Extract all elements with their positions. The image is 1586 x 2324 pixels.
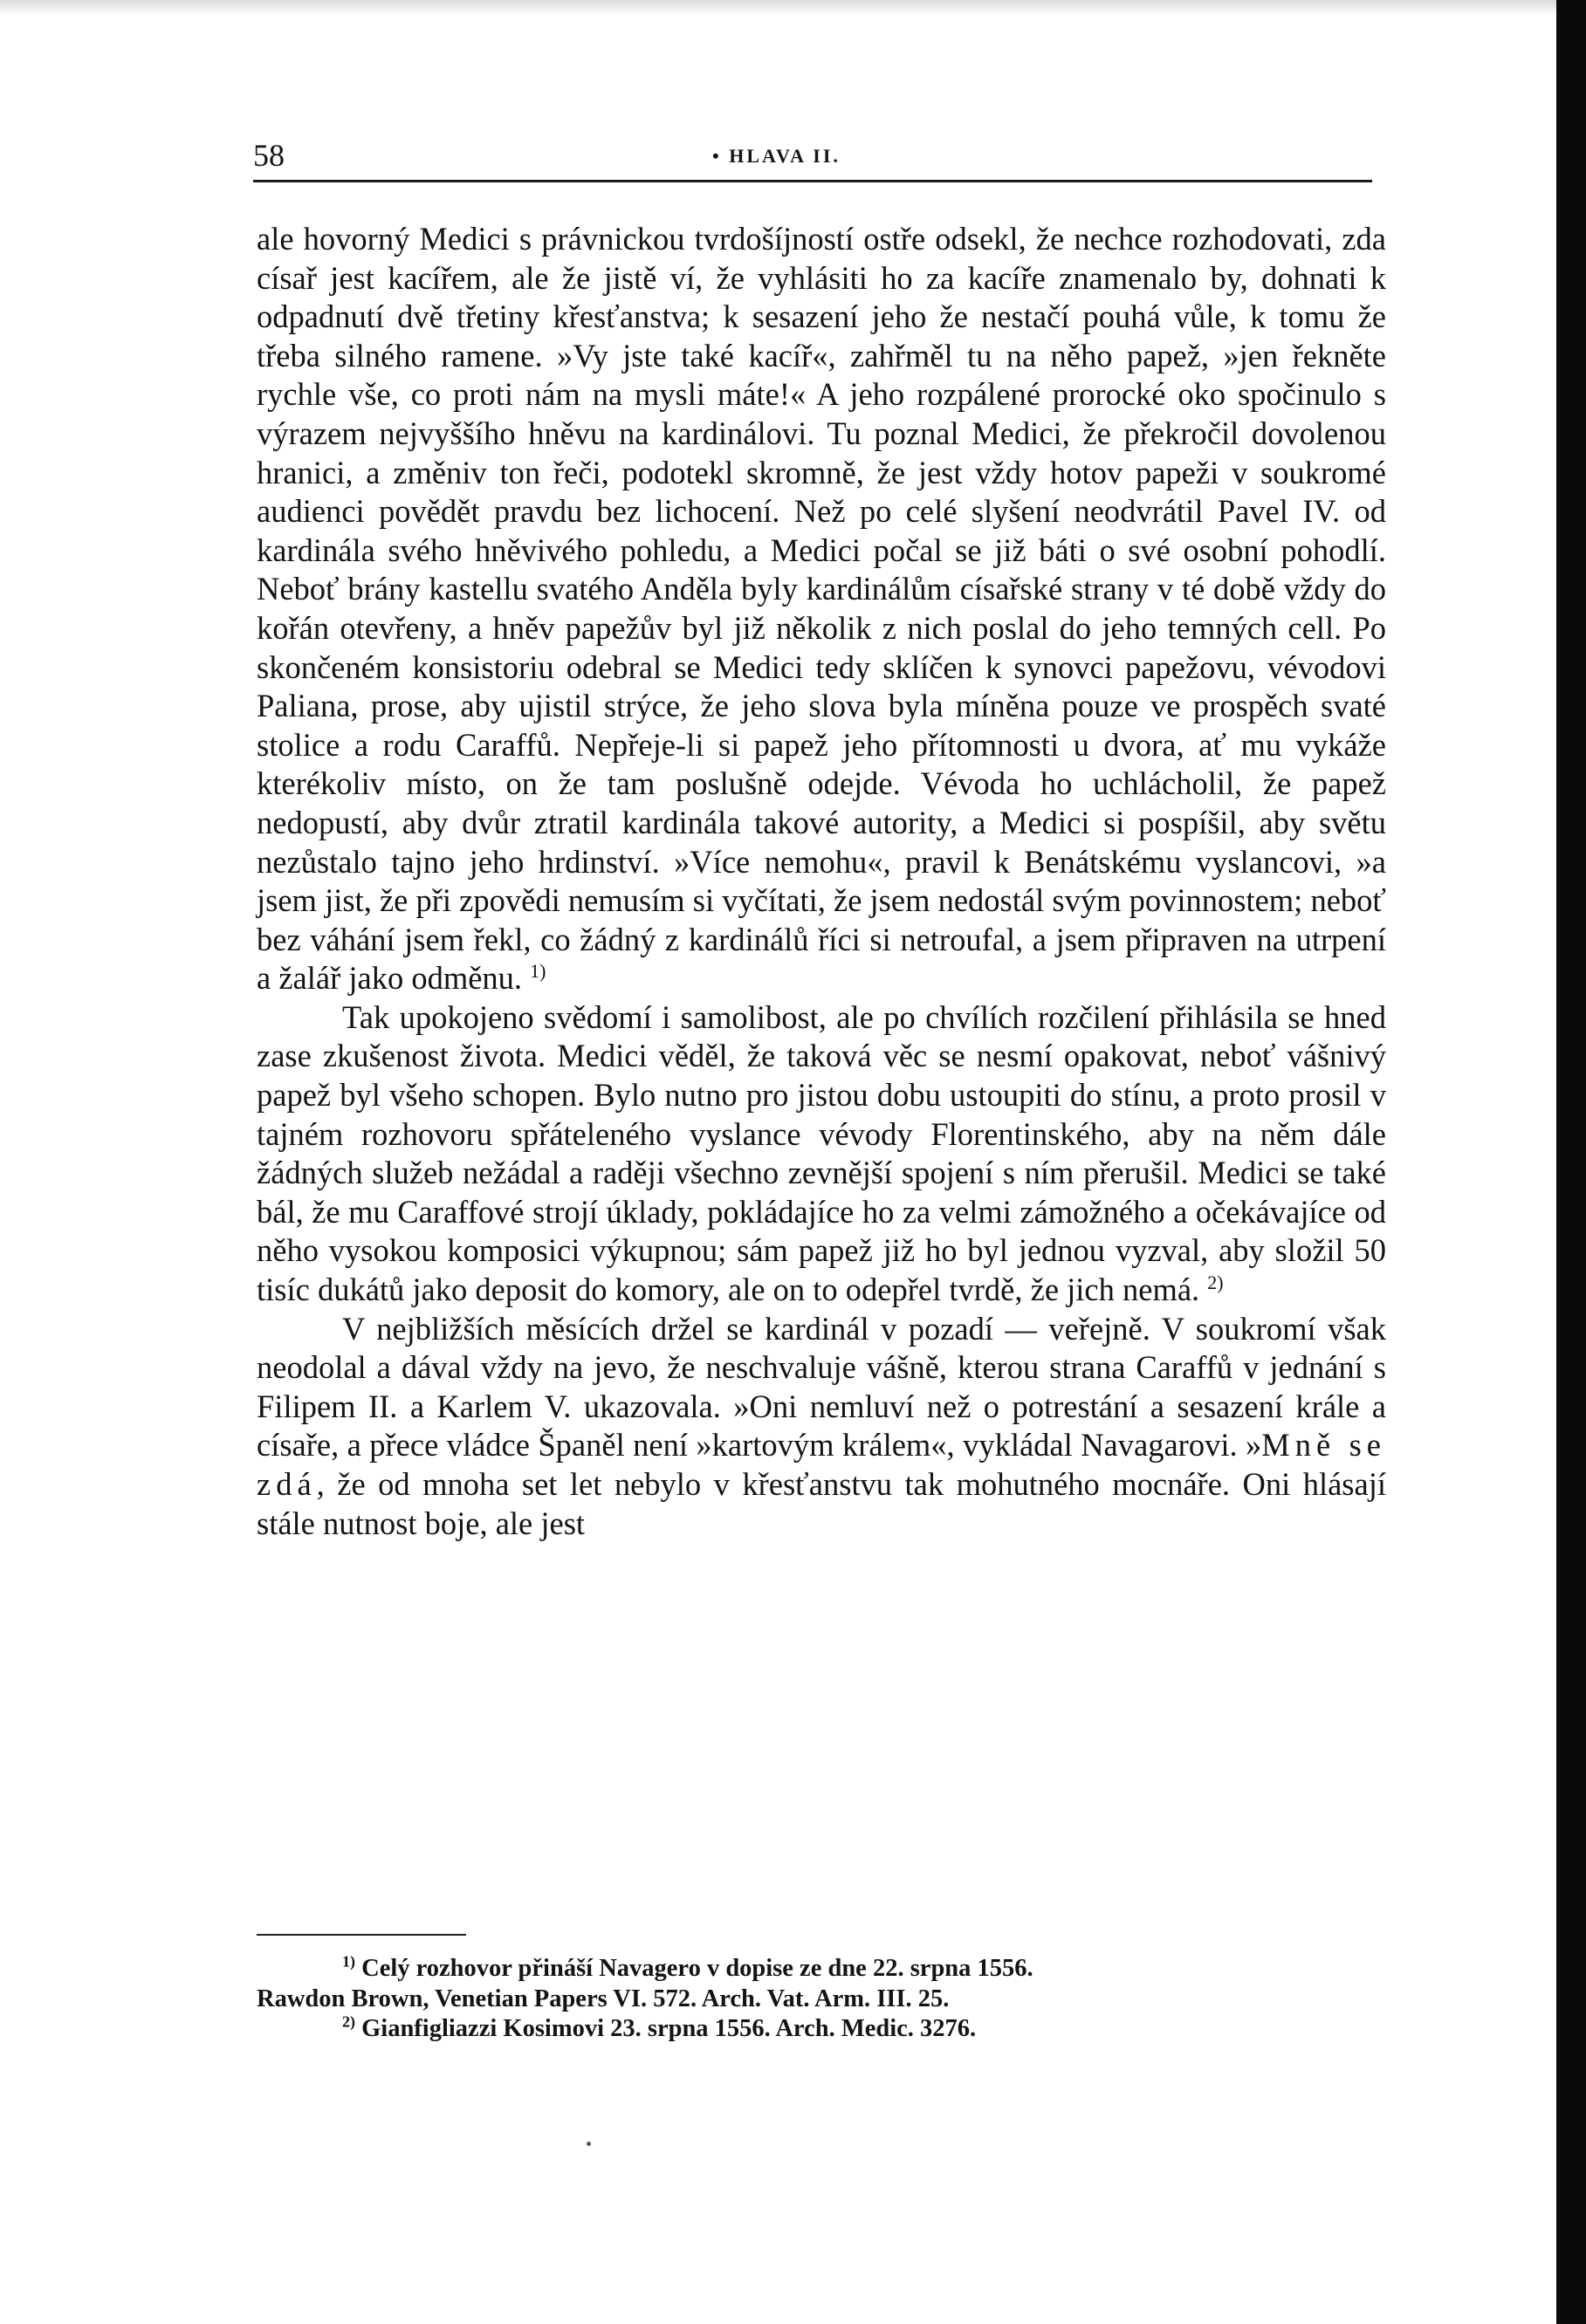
running-head [712, 133, 841, 180]
paragraph-text: ale hovorný Medici s právnickou tvrdošíjností ostře odsekl, že nechce rozhodovati, zda císař jest kacířem, ale že jistě ví, že vyhlásiti ho za kacíře znamenalo by, dohnati k odpadnutí dvě třetiny křesťanstva; k sesazení jeho že nestačí pouhá vůle, k tomu že třeba silného ramene. »Vy jste také kacíř«, zahřměl tu na něho papež, »jen řekněte rychle vše, co proti nám na mysli máte!« A jeho rozpálené prorocké oko spočinulo s výrazem nejvyššího hněvu na kardinálovi. Tu poznal Medici, že překročil dovolenou hranici, a změniv ton řeči, podotekl skromně, že jest vždy hotov papeži v soukromé audienci povědět pravdu bez lichocení. Než po celé slyšení neodvrátil Pavel IV. od kardinála svého hněvivého pohledu, a Medici počal se již báti o své osobní pohodlí. Neboť brány kastellu svatého Anděla byly kardinálům císařské strany v té době vždy do kořán otevřeny, a hněv papežův byl již několik z nich poslal do jeho temných cell. Po skončeném konsistoriu odebral se Medici tedy sklíčen k synovci papežovu, vévodovi Paliana, prose, aby ujistil strýce, že jeho slova byla míněna pouze ve prospěch svaté stolice a rodu Caraffů. Nepřeje-li si papež jeho přítomnosti u dvora, ať mu vykáže kterékoliv místo, on že tam poslušně odejde. Vévoda ho uchlácholil, že papež nedopustí, aby dvůr ztratil kardinála takové autority, a Medici si pospíšil, aby světu nezůstalo tajno jeho hrdinství. »Více nemohu«, pravil k Benátskému vyslancovi, »a jsem jist, že při zpovědi nemusím si vyčítati, že jsem nedostál svým povinnostem; neboť bez váhání jsem řekl, co žádný z kardinálů říci si netroufal, a jsem připraven na utrpení a žalář jako odměnu. [257, 221, 1386, 997]
footnote-ref-1: 1) [530, 960, 546, 983]
page-number: 58 [253, 138, 285, 173]
footnote-text: Celý rozhovor přináší Navagero v dopise ze dne 22. srpna 1556. [361, 1955, 1033, 1982]
running-head-bullet: • [712, 145, 722, 167]
paragraph-2 [257, 998, 1386, 1310]
footnote-text: Gianfigliazzi Kosimovi 23. srpna 1556. Arch. Medic. 3276. [361, 2015, 977, 2042]
spaced-emphasis: Mně se zdá [257, 1427, 1386, 1502]
paragraph-text: , že od mnoha set let nebylo v křesťanstvu tak mohutného mocnáře. Oni hlásají stále nutnost boje, ale jest [257, 1466, 1386, 1541]
footnote-rule [257, 1934, 466, 1936]
header-rule [253, 180, 1372, 182]
footnote-mark: 2) [342, 2012, 355, 2031]
footnote-ref-2: 2) [1207, 1271, 1224, 1293]
scan-edge-right [1556, 0, 1586, 2324]
chapter-title: HLAVA II. [729, 145, 841, 167]
paragraph-text: Tak upokojeno svědomí i samolibost, ale po chvílích rozčilení přihlásila se hned zase zkušenost života. Medici věděl, že taková věc se nesmí opakovat, neboť vášnivý papež byl všeho schopen. Bylo nutno pro jistou dobu ustoupiti do stínu, a proto prosil v tajném rozhovoru spřáteleného vyslance vévody Florentinského, aby na něm dále žádných služeb nežádal a raději všechno zevnější spojení s ním přerušil. Medici se také bál, že mu Caraffové strojí úklady, pokládajíce ho za velmi zámožného a očekávajíce od něho vysokou komposici výkupnou; sám papež již ho byl jednou vyzval, aby složil 50 tisíc dukátů jako deposit do komory, ale on to odepřel tvrdě, že jich nemá. [257, 998, 1386, 1308]
paper-speck [587, 2142, 591, 2146]
footnote-1 [257, 1954, 1383, 1985]
page-header [253, 133, 1372, 178]
paragraph-1 [257, 220, 1386, 998]
footnote-text: Rawdon Brown, Venetian Papers VI. 572. Arch. Vat. Arm. III. 25. [257, 1985, 950, 2012]
footnote-mark: 1) [342, 1952, 355, 1971]
paragraph-text: V nejbližších měsících držel se kardinál v pozadí — veřejně. V soukromí však neodolal a dával vždy na jevo, že neschvaluje vášně, kterou strana Caraffů v jednání s Filipem II. a Karlem V. ukazovala. »Oni nemluví než o potrestání a sesazení krále a císaře, a přece vládce Španěl není »kartovým králem«, vykládal Navagarovi. » [257, 1310, 1386, 1464]
footnote-2 [257, 2014, 1383, 2045]
footnotes [257, 1954, 1383, 2045]
paragraph-3 [257, 1310, 1386, 1544]
body-text [257, 220, 1386, 1543]
scan-shadow-top [0, 0, 1556, 16]
footnote-1-continued [257, 1985, 1383, 2015]
